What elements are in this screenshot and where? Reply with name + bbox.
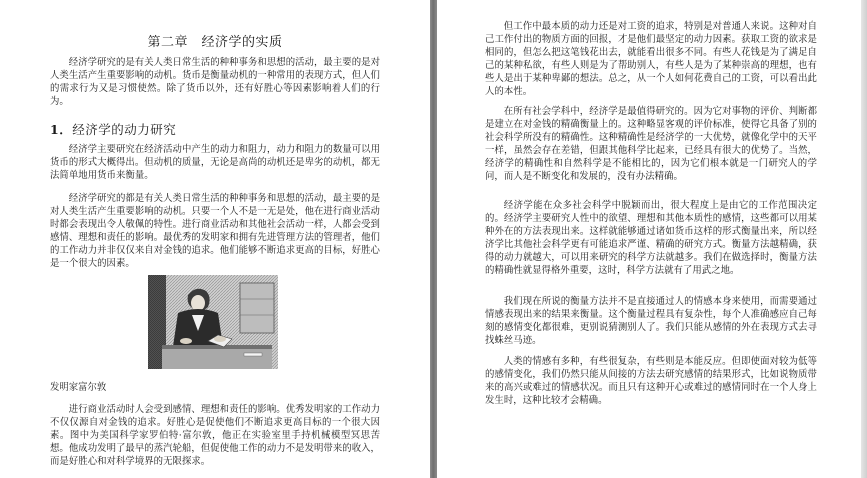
paragraph: 在所有社会学科中，经济学是最值得研究的。因为它对事物的评价、判断都是建立在对金钱的精确衡量上的。这种略显客观的评价标准，使得它具备了别的社会科学所没有的精确性。这种精确性是经济学的一大优势，就像化学中的天平一样，虽然会存在差错，但跟其他科学比起来，已经具有很大的优势了。当然，经济学的精确性和自然科学是不能相比的，因为它们根本就是一门研究人的学问，而人是不断变化和发展的，没有办法精确。 xyxy=(485,106,817,182)
paragraph: 但工作中最本质的动力还是对工资的追求，特别是对普通人来说。这种对自己工作付出的物质方面的回报，才是他们最坚定的动力因素。获取工资的欲求是相同的，但怎么把这笔钱花出去，就能看出很多不同。有些人花钱是为了满足自己的某种私欲，有些人则是为了帮助别人，有些人是为了某种崇高的理想，也有些人是出于某种卑鄙的想法。总之，从一个人如何花费自己的工资，可以看出此人的本性。 xyxy=(485,21,817,97)
left-page xyxy=(0,0,430,478)
paragraph: 人类的情感有多种，有些很复杂，有些则是本能反应。但即使面对较为低等的感情变化，我们仍然只能从间接的方法去研究感情的结果形式，比如说物质带来的高兴或难过的情感状况。而且只有这种开心或难过的感情同时在一个人身上发生时，这种比较才会精确。 xyxy=(485,356,817,406)
paragraph: 经济学能在众多社会科学中脱颖而出，很大程度上是由它的工作范围决定的。经济学主要研究人性中的欲望、理想和其他本质性的感情，这些都可以用某种外在的方法表现出来。这样就能够通过诸如货币这样的形式衡量出来，所以经济学比其他社会科学更有可能追求严谨、精确的研究方式。衡量方法越精确，获得的动力就越大，可以用来研究的科学方法就越多。我们在做选择时，衡量方法的精确性就显得格外重要，这时，科学方法就有了用武之地。 xyxy=(485,200,817,276)
paragraph: 经济学研究的都是有关人类日常生活的种种事务和思想的活动，最主要的是对人类生活产生重要影响的动机。只要一个人不是一无是处，他在进行商业活动时都会表现出令人敬佩的特性。进行商业活动和其他社会活动一样，人都会受到感情、理想和责任的影响。最优秀的发明家和拥有先进管理方法的管理者，他们的工作动力并非仅仅来自对金钱的追求。他们能够不断追求更高的目标，好胜心是一个很大的因素。 xyxy=(50,193,380,269)
page-edge-shadow xyxy=(861,0,867,478)
chapter-title: 第二章 经济学的实质 xyxy=(147,35,283,50)
fulton-illustration xyxy=(148,275,278,369)
right-page xyxy=(437,0,867,478)
paragraph: 我们现在所说的衡量方法并不是直接通过人的情感本身来使用，而需要通过情感表现出来的结果来衡量。这个衡量过程具有复杂性，每个人准确感应自己每刻的感情变化都很难，更别说猜测别人了。我们只能从感情的外在表现方式去寻找蛛丝马迹。 xyxy=(485,296,817,346)
intro-paragraph: 经济学研究的是有关人类日常生活的种种事务和思想的活动，最主要的是对人类生活产生重要影响的动机。货币是衡量动机的一种常用的表现方式，但人们的需求行为又是习惯使然。除了货币以外，还有好胜心等因素影响着人们的行为。 xyxy=(50,57,380,107)
caption-paragraph: 进行商业活动时人会受到感情、理想和责任的影响。优秀发明家的工作动力不仅仅源自对金钱的追求。好胜心是促使他们不断追求更高目标的一个很大因素。图中为美国科学家罗伯特·富尔敦，他正在实验室里手持机械模型冥思苦想。他成功发明了最早的蒸汽轮船，但促使他工作的动力不是发明带来的收入，而是好胜心和对科学境界的无限探求。 xyxy=(50,404,380,467)
paragraph: 经济学主要研究在经济活动中产生的动力和阻力，动力和阻力的数量可以用货币的形式大概得出。但动机的质量，无论是高尚的动机还是卑劣的动机，都无法简单地用货币来衡量。 xyxy=(50,144,380,181)
section-heading xyxy=(50,120,176,138)
section-number: 1． xyxy=(50,122,73,137)
figure-caption: 发明家富尔敦 xyxy=(50,382,107,393)
page-divider xyxy=(430,0,437,478)
section-title: 经济学的动力研究 xyxy=(72,122,177,137)
